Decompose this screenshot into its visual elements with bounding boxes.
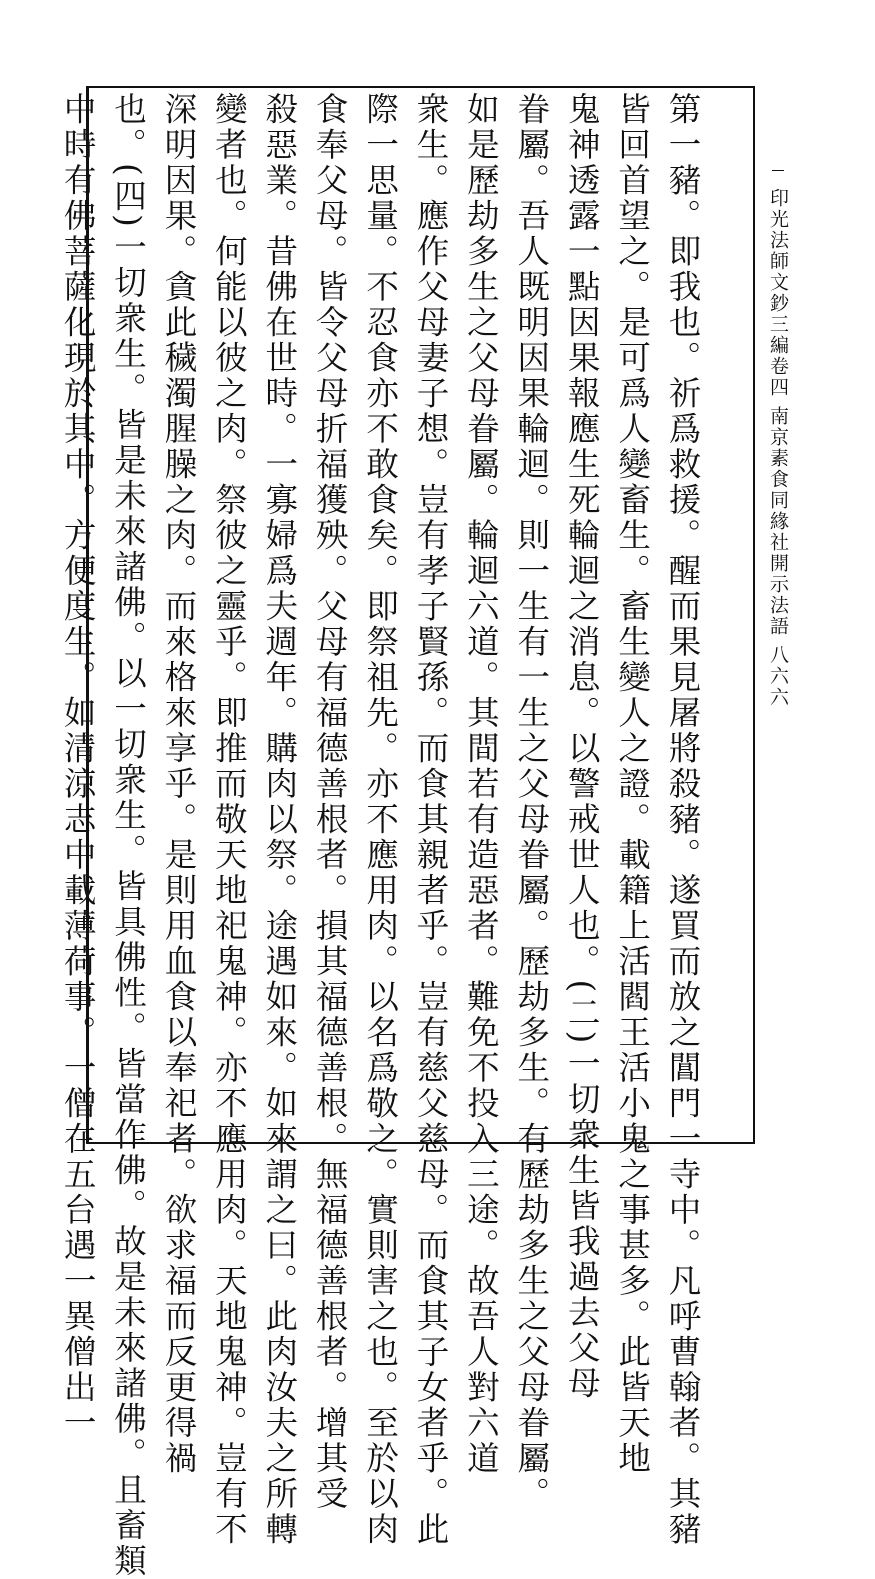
text-column: 際一思量。不忍食亦不敢食矣。即祭祖先。亦不應用肉。以名爲敬之。實則害之也。至於以肉 [361,92,400,1548]
text-column: 皆回首望之。是可爲人變畜生。畜生變人之證。載籍上活閻王活小鬼之事甚多。此皆天地 [613,92,652,1477]
text-column: 眷屬。吾人既明因果輪迴。則一生有一生之父母眷屬。歷劫多生。有歷劫多生之父母眷屬。 [512,92,551,1512]
text-column: 如是歷劫多生之父母眷屬。輪迴六道。其間若有造惡者。難免不投入三途。故吾人對六道 [462,92,501,1477]
text-column: 中時有佛菩薩化現於其中。方便度生。如清涼志中載薄荷事。一僧在五台遇一異僧出一 [59,92,98,1441]
text-column: 變者也。何能以彼之肉。祭彼之靈乎。即推而敬天地祀鬼神。亦不應用肉。天地鬼神。豈有不 [210,92,249,1548]
text-column: 鬼神透露一點因果報應生死輪迴之消息。以警戒世人也。(二)一切衆生皆我過去父母 [563,92,602,1402]
body-text [59,92,708,1579]
page-number: 八六六 [767,645,789,709]
text-column: 食奉父母。皆令父母折福獲殃。父母有福德善根者。損其福德善根。無福德善根者。增其受 [311,92,350,1512]
text-column: 深明因果。貪此穢濁腥臊之肉。而來格來享乎。是則用血食以奉祀者。欲求福而反更得禍 [159,92,198,1477]
text-column: 第一豬。即我也。祈爲救援。醒而果見屠將殺豬。遂買而放之閶門一寺中。凡呼曹翰者。其豬 [664,92,702,1548]
running-header [758,188,798,1128]
section-title: 南京素食同緣社開示法語 [767,406,789,638]
text-column: 殺惡業。昔佛在世時。一寡婦爲夫週年。購肉以祭。途遇如來。如來謂之曰。此肉汝夫之所轉 [260,92,299,1548]
book-title: 印光法師文鈔三編卷四 [767,188,789,398]
frame-right-rule [753,86,755,1144]
text-column: 衆生。應作父母妻子想。豈有孝子賢孫。而食其親者乎。豈有慈父慈母。而食其子女者乎。此 [411,92,450,1548]
text-column: 也。(四)一切衆生。皆是未來諸佛。以一切衆生。皆具佛性。皆當作佛。故是未來諸佛。且畜類 [109,92,148,1579]
header-tick [772,170,784,171]
